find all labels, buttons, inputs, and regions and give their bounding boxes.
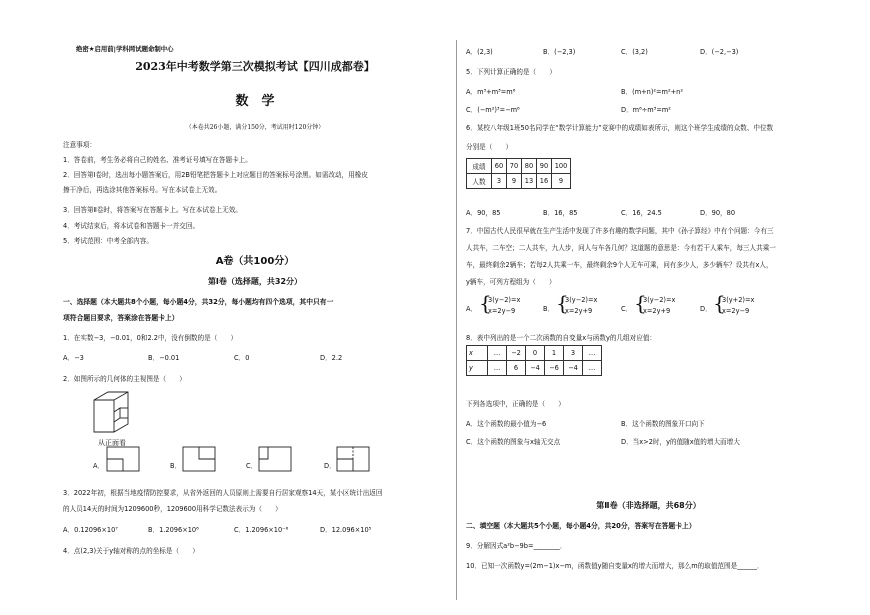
note-item: 3．回答第Ⅱ卷时，将答案写在答题卡上。写在本试卷上无效。 xyxy=(63,206,242,214)
q1-option-c[interactable]: C．0 xyxy=(234,354,250,362)
q6-option-a[interactable]: A．90，85 xyxy=(466,209,501,217)
question-7: y辆车，可列方程组为（ ） xyxy=(466,278,556,286)
q8-option-d[interactable]: D．当x>2时，y的值随x值的增大而增大 xyxy=(621,438,740,446)
q1-option-d[interactable]: D．2.2 xyxy=(320,354,343,362)
q1-option-b[interactable]: B．−0.01 xyxy=(148,354,180,362)
view-a-figure xyxy=(106,446,140,472)
q8-option-a[interactable]: A．这个函数的最小值为−6 xyxy=(466,420,547,428)
table-cell: −6 xyxy=(545,361,564,376)
table-cell: 70 xyxy=(507,159,522,174)
question-1: 1．在实数−3，−0.01，0和2.2中，没有倒数的是（ ） xyxy=(63,334,238,342)
option-label: C． xyxy=(621,305,633,313)
q4-option-d[interactable]: D．(−2,−3) xyxy=(700,48,739,56)
q3-option-a[interactable]: A．0.12096×10⁷ xyxy=(63,526,118,534)
table-cell: 13 xyxy=(522,174,537,189)
confidential-label: 绝密★启用前|学科网试题命制中心 xyxy=(76,45,174,53)
equation: 3(y+2)=x xyxy=(722,296,755,304)
question-10: 10．已知一次函数y=(2m−1)x−m，函数值y随自变量x的增大而增大，那么m的取值范围是______． xyxy=(466,562,764,570)
table-cell: 0 xyxy=(526,346,545,361)
table-cell: 80 xyxy=(522,159,537,174)
q8-option-b[interactable]: B．这个函数的图象开口向下 xyxy=(621,420,705,428)
brace-icon: { xyxy=(479,291,492,315)
view-d-figure xyxy=(336,446,370,472)
note-item: 2．回答第Ⅰ卷时，选出每小题答案后，用2B铅笔把答题卡上对应题目的答案标号涂黑。如需改动，用橡皮 xyxy=(63,171,368,179)
table-cell: … xyxy=(583,361,602,376)
equation: 3(y−2)=x xyxy=(488,296,521,304)
q6-option-c[interactable]: C．16，24.5 xyxy=(621,209,662,217)
question-6: 分别是（ ） xyxy=(466,143,513,151)
table-row xyxy=(467,159,571,174)
table-cell: … xyxy=(488,346,507,361)
section-a-title: A卷（共100分） xyxy=(215,256,295,267)
question-7: 车，最终剩余2辆车；若每2人共乘一车，最终剩余9个人无车可乘，问有多少人，多少辆车？设共有x人， xyxy=(466,261,773,269)
question-5: 5．下列计算正确的是（ ） xyxy=(466,68,556,76)
equation: 3(y−2)=x xyxy=(565,296,598,304)
question-2: 2．如图所示的几何体的主视图是（ ） xyxy=(63,375,186,383)
fill-in-instructions: 二、填空题（本大题共5个小题，每小题4分，共20分，答案写在答题卡上） xyxy=(466,522,696,530)
table-cell: 人数 xyxy=(467,174,492,189)
table-cell: −4 xyxy=(564,361,583,376)
brace-icon: { xyxy=(634,291,647,315)
exam-title: 2023年中考数学第三次模拟考试【四川成都卷】 xyxy=(135,60,375,73)
part2-title: 第Ⅱ卷（非选择题，共68分） xyxy=(596,501,701,510)
q2-option-d[interactable]: D． xyxy=(324,462,336,470)
table-cell: 60 xyxy=(492,159,507,174)
q3-option-b[interactable]: B．1.2096×10⁶ xyxy=(148,526,199,534)
table-row xyxy=(467,346,602,361)
q2-option-a[interactable]: A． xyxy=(93,462,105,470)
q8-prompt: 下列各选项中，正确的是（ ） xyxy=(466,400,565,408)
question-3: 3．2022年初，根据当地疫情防控要求，从省外返回的人员原则上需要自行居家观察14天，某小区统计出返回 xyxy=(63,489,383,497)
exam-info: （本卷共26小题，满分150分，考试用时120分钟） xyxy=(185,124,325,131)
question-6: 6．某校八年级1班50名同学在“数学计算能力”竞赛中的成绩如表所示，则这个班学生成绩的众数、中位数 xyxy=(466,124,774,132)
q3-option-c[interactable]: C．1.2096×10⁻⁶ xyxy=(234,526,289,534)
option-label: D． xyxy=(700,305,712,313)
q2-option-c[interactable]: C． xyxy=(246,462,258,470)
table-row xyxy=(467,361,602,376)
note-item: 5．考试范围：中考全部内容。 xyxy=(63,237,153,245)
section-instructions: 一、选择题（本大题共8个小题，每小题4分，共32分，每小题均有四个选项，其中只有一 xyxy=(63,298,334,306)
q5-option-a[interactable]: A．m³+m³=m⁶ xyxy=(466,88,516,96)
q6-option-b[interactable]: B．16，85 xyxy=(543,209,578,217)
score-table xyxy=(466,158,571,189)
q4-option-a[interactable]: A．(2,3) xyxy=(466,48,493,56)
notes-heading: 注意事项： xyxy=(63,141,96,149)
question-9: 9．分解因式a²b−9b=________． xyxy=(466,542,567,550)
equation: x=2y+9 xyxy=(643,307,671,315)
brace-icon: { xyxy=(556,291,569,315)
table-cell: 16 xyxy=(537,174,552,189)
function-table xyxy=(466,345,602,376)
option-label: A． xyxy=(466,305,478,313)
table-cell: 9 xyxy=(552,174,571,189)
note-item: 擦干净后，再选涂其他答案标号。写在本试卷上无效。 xyxy=(63,186,222,194)
table-cell: 3 xyxy=(492,174,507,189)
option-label: B． xyxy=(543,305,555,313)
view-b-figure xyxy=(182,446,216,472)
equation: x=2y+9 xyxy=(565,307,593,315)
note-item: 1．答卷前，考生务必将自己的姓名、准考证号填写在答题卡上。 xyxy=(63,156,252,164)
equation: x=2y−9 xyxy=(488,307,516,315)
view-c-figure xyxy=(258,446,292,472)
question-3: 的人员14天的时间为1209600秒，1209600用科学记数法表示为（ ） xyxy=(63,505,282,513)
table-cell: 3 xyxy=(564,346,583,361)
brace-icon: { xyxy=(713,291,726,315)
note-item: 4．考试结束后，将本试卷和答题卡一并交回。 xyxy=(63,222,200,230)
figure-caption: 从正面看 xyxy=(98,439,126,447)
q6-option-d[interactable]: D．90，80 xyxy=(700,209,736,217)
q1-option-a[interactable]: A．−3 xyxy=(63,354,84,362)
table-cell: 100 xyxy=(552,159,571,174)
q4-option-c[interactable]: C．(3,2) xyxy=(621,48,648,56)
table-cell: … xyxy=(583,346,602,361)
q3-option-d[interactable]: D．12.096×10⁵ xyxy=(320,526,372,534)
solid-figure xyxy=(90,390,134,436)
table-cell: x xyxy=(467,346,488,361)
table-cell: 6 xyxy=(507,361,526,376)
table-cell: 90 xyxy=(537,159,552,174)
q2-option-b[interactable]: B． xyxy=(170,462,182,470)
q5-option-c[interactable]: C．(−m²)³=−m⁶ xyxy=(466,106,520,114)
question-7: 人共车，二车空；二人共车，九人步，问人与车各几何？这道题的意思是：今有若干人乘车，每三人共乘一 xyxy=(466,244,776,252)
q5-option-b[interactable]: B．(m+n)²=m²+n² xyxy=(621,88,683,96)
table-cell: −2 xyxy=(507,346,526,361)
table-cell: −4 xyxy=(526,361,545,376)
part1-title: 第Ⅰ卷（选择题，共32分） xyxy=(207,277,303,286)
table-row xyxy=(467,174,571,189)
equation: 3(y−2)=x xyxy=(643,296,676,304)
q8-option-c[interactable]: C．这个函数的图象与x轴无交点 xyxy=(466,438,561,446)
q5-option-d[interactable]: D．m⁶÷m³=m² xyxy=(621,106,671,114)
question-7: 7．中国古代人民很早就在生产生活中发现了许多有趣的数学问题，其中《孙子算经》中有个问题：今有三 xyxy=(466,227,774,235)
table-cell: 成绩 xyxy=(467,159,492,174)
table-cell: 1 xyxy=(545,346,564,361)
equation: x=2y−9 xyxy=(722,307,750,315)
table-cell: y xyxy=(467,361,488,376)
subject-title: 数 学 xyxy=(235,94,275,109)
section-instructions: 项符合题目要求，答案涂在答题卡上） xyxy=(63,314,179,322)
column-divider xyxy=(456,40,457,600)
table-cell: 9 xyxy=(507,174,522,189)
table-cell: … xyxy=(488,361,507,376)
question-8: 8．表中列出的是一个二次函数的自变量x与函数y的几组对应值： xyxy=(466,334,657,342)
q4-option-b[interactable]: B．(−2,3) xyxy=(543,48,576,56)
question-4: 4．点(2,3)关于y轴对称的点的坐标是（ ） xyxy=(63,547,199,555)
